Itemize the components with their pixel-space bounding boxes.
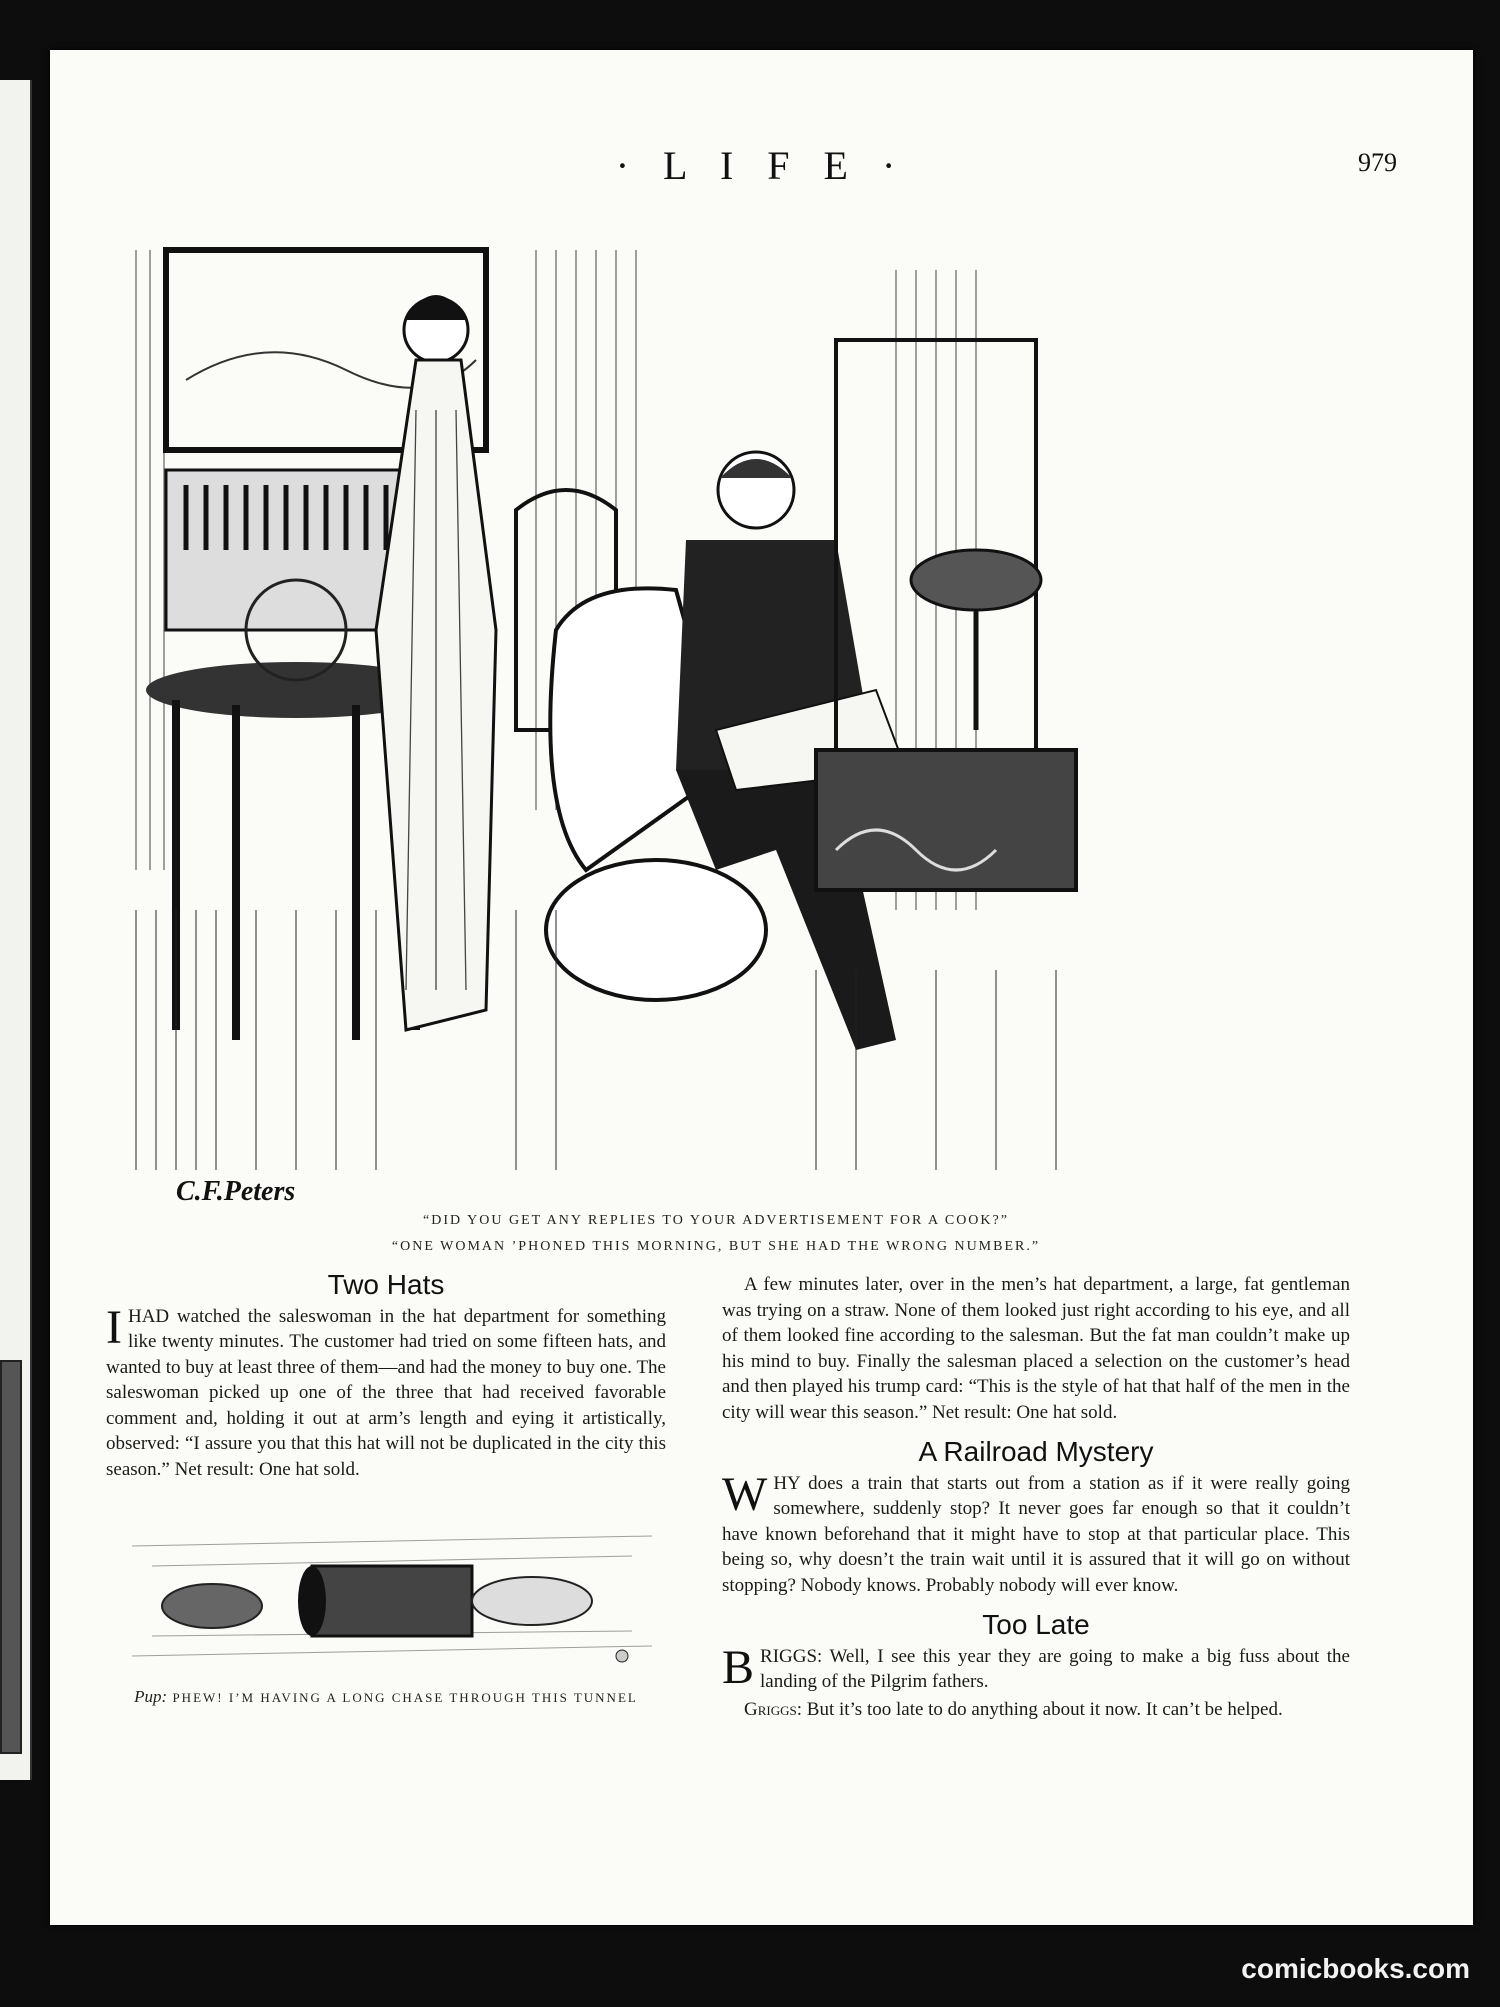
article-title-railroad: A Railroad Mystery xyxy=(918,1436,1154,1467)
watermark: comicbooks.com xyxy=(1241,1953,1470,1984)
too-late-line-1: BRIGGS: Well, I see this year they are going to make a big fuss about the landing of the Pilgrim fathers. xyxy=(722,1640,1350,1694)
previous-page-photo xyxy=(0,1360,22,1754)
artist-signature: C.F.Peters xyxy=(176,1176,296,1207)
masthead: · L I F E · xyxy=(615,143,908,188)
right-column xyxy=(722,1272,1350,1724)
caption-line-1: “DID YOU GET ANY REPLIES TO YOUR ADVERTISEMENT FOR A COOK?” xyxy=(423,1213,1009,1228)
cartoon-caption xyxy=(116,1208,1316,1260)
cartoon-illustration xyxy=(116,210,1316,1225)
two-hats-paragraph-2: A few minutes later, over in the men’s hat department, a large, fat gentleman was trying on a straw. None of them looked just right according to his eye, and all of them looked fine according to the salesman. But the fat man couldn’t make up his mind to buy. Finally the salesman placed a selection on the customer’s head and then played his trump card: “This is the style of hat that half of the men in the city will wear this season.” Net result: One hat sold. xyxy=(722,1274,1350,1423)
dropcap-b: B xyxy=(722,1640,755,1694)
pup-caption xyxy=(106,1686,666,1709)
article-title-too-late: Too Late xyxy=(982,1609,1090,1640)
dropcap-w: W xyxy=(722,1467,768,1521)
dropcap-i: I xyxy=(106,1300,122,1354)
railroad-paragraph: WHY does a train that starts out from a station as if it were really going somewhere, suddenly stop? It never goes far enough so that it couldn’t have known beforehand that it might have to stop at that particular place. This being so, why doesn’t the train wait until it is assured that it will go on without stopping? Nobody knows. Probably nobody will ever know. xyxy=(722,1467,1350,1596)
article-title-two-hats: Two Hats xyxy=(327,1269,445,1300)
left-column xyxy=(106,1269,666,1709)
magazine-page xyxy=(50,50,1473,1925)
caption-line-2: “ONE WOMAN ’PHONED THIS MORNING, BUT SHE HAD THE WRONG NUMBER.” xyxy=(391,1239,1041,1254)
pup-tunnel-drawing xyxy=(132,1516,652,1676)
page-number: 979 xyxy=(1358,148,1397,177)
pup-caption-text: PHEW! I’M HAVING A LONG CHASE THROUGH THIS TUNNEL xyxy=(172,1690,638,1705)
pup-cartoon xyxy=(132,1516,652,1676)
speaker-griggs: Griggs: xyxy=(744,1698,803,1720)
previous-page-edge xyxy=(0,80,32,1780)
two-hats-paragraph-1: IHAD watched the saleswoman in the hat department for something like twenty minutes. The customer had tried on some fifteen hats, and wanted to buy at least three of them—and had the money to buy one. The saleswoman picked up one of the three that had received favorable comment and, holding it out at arm’s length and eying it artistically, observed: “I assure you that this hat will not be duplicated in the city this season.” Net result: One hat sold. xyxy=(106,1300,666,1480)
too-late-line-2: Griggs: But it’s too late to do anything about it now. It can’t be helped. xyxy=(744,1698,1283,1720)
desk-lamp xyxy=(911,550,1041,610)
pup-speaker: Pup: xyxy=(134,1687,168,1706)
